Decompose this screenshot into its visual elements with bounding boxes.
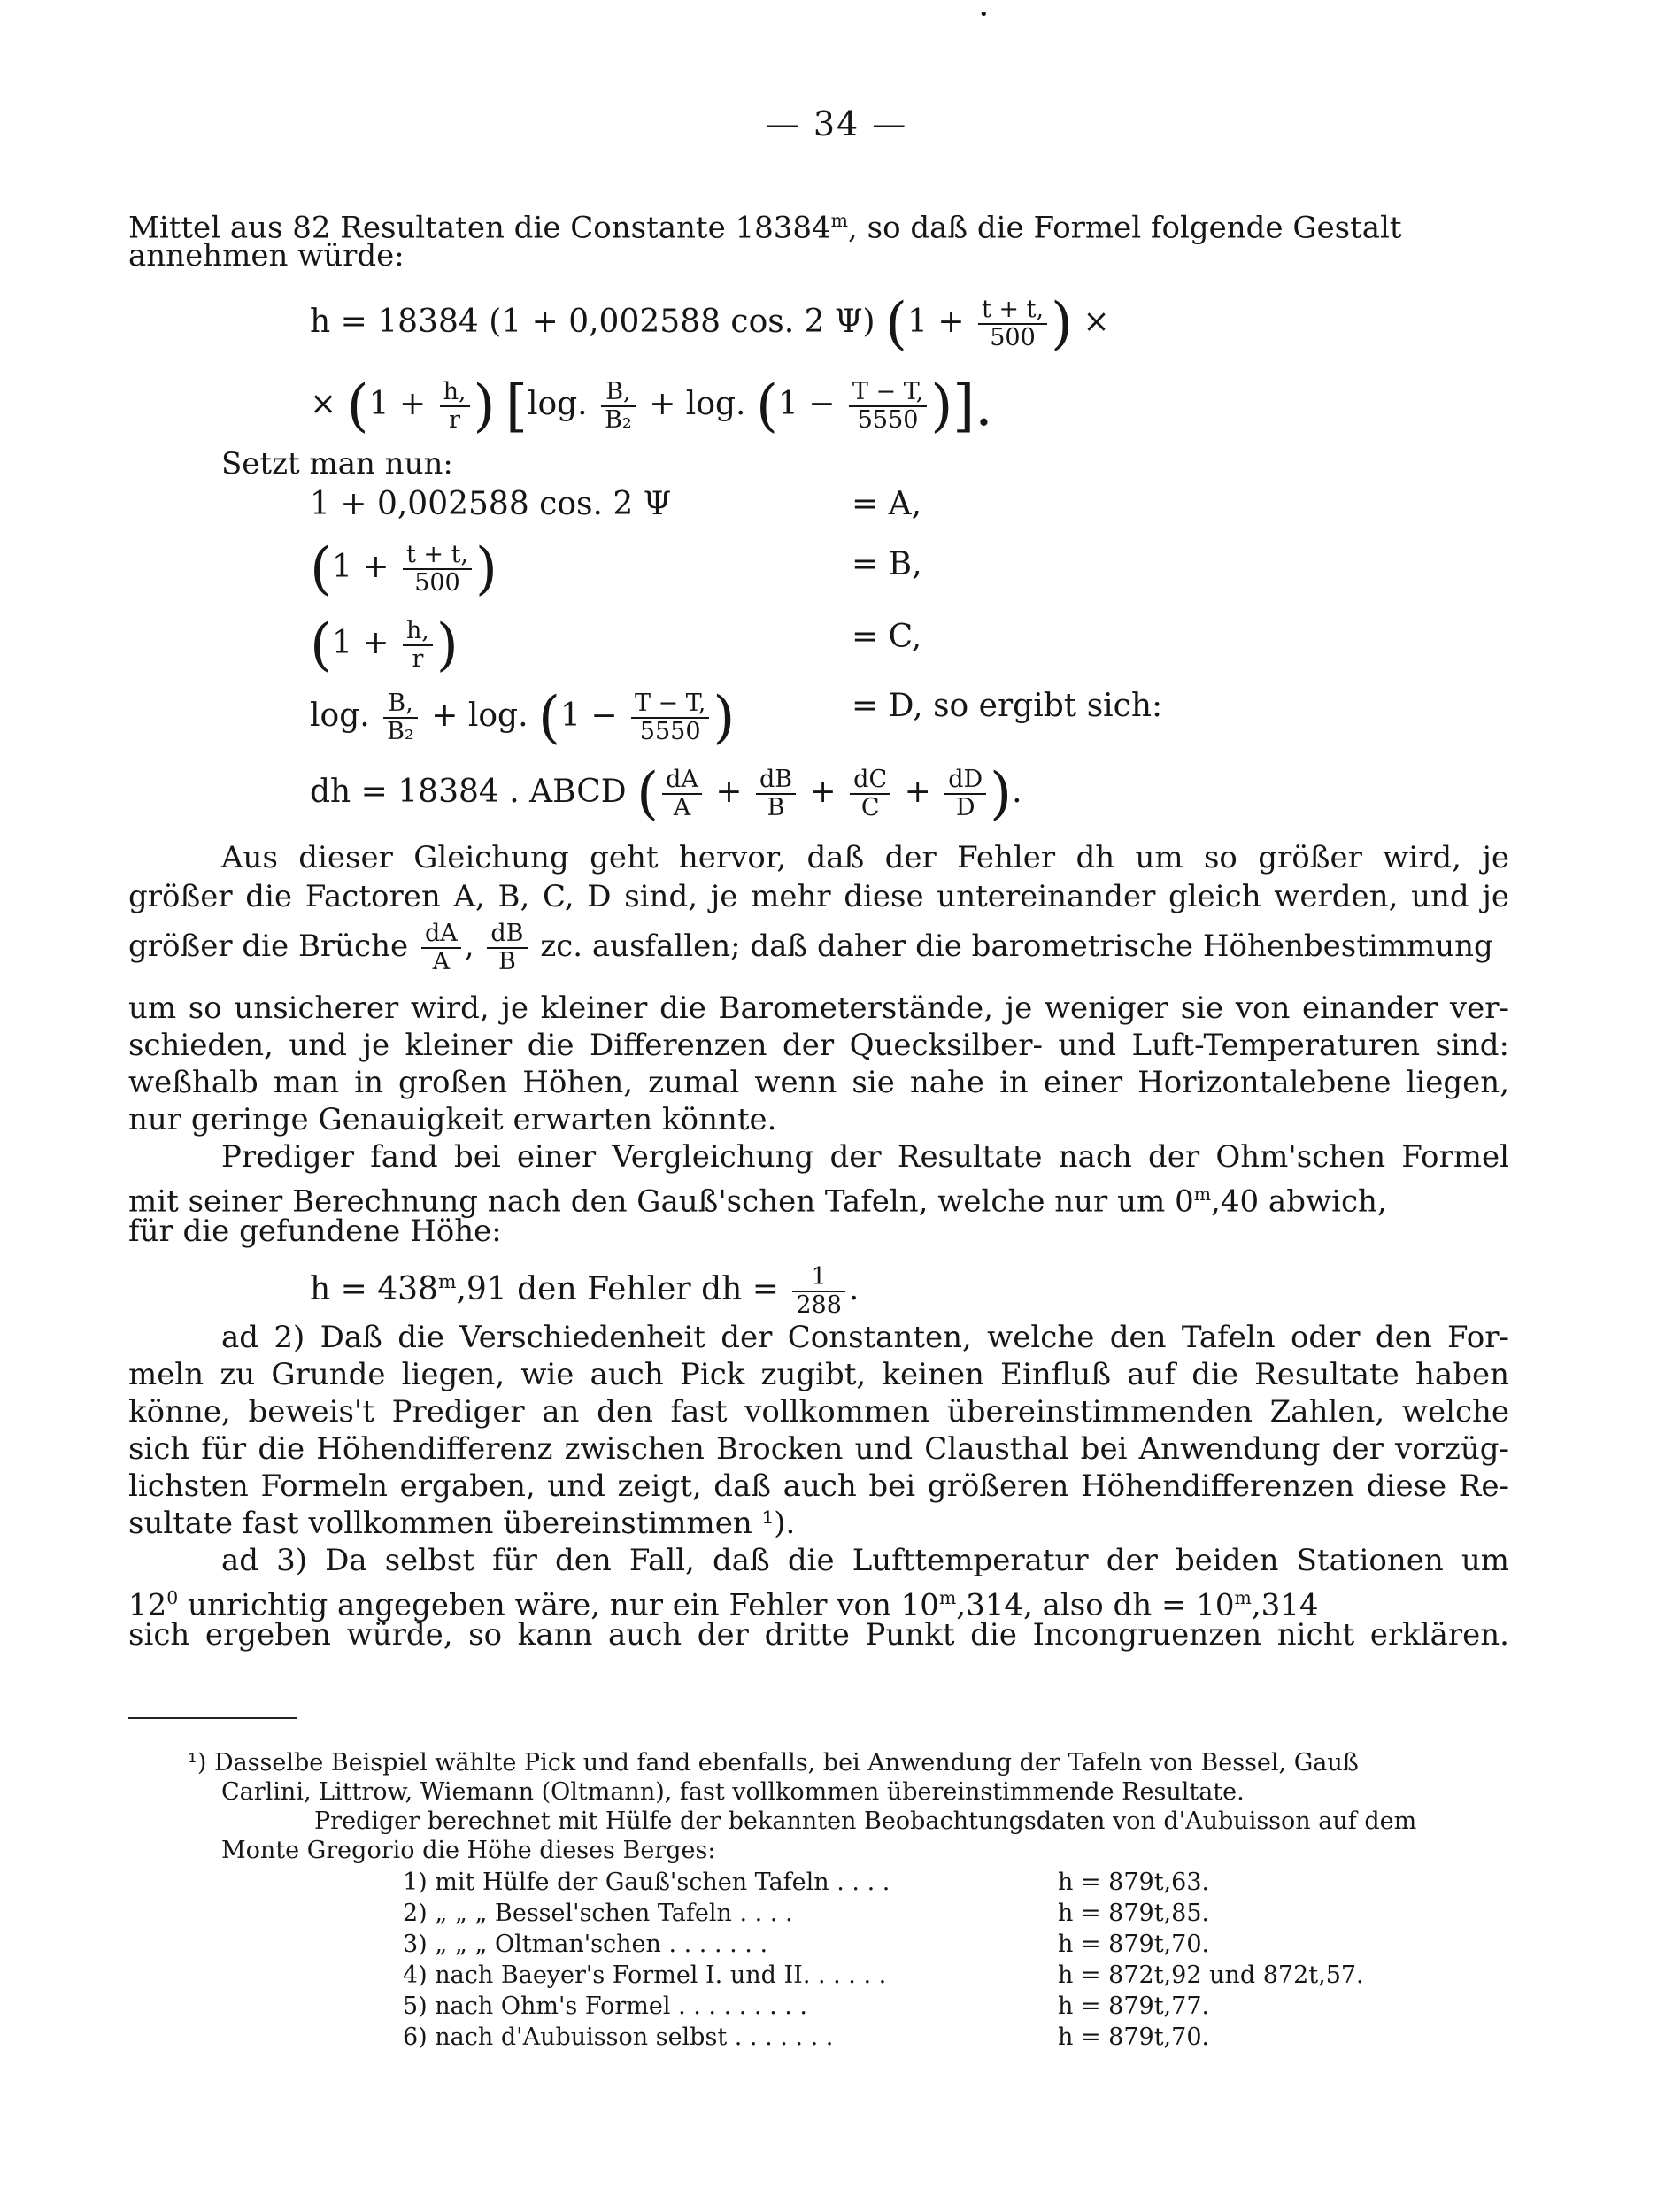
formula-part: log.: [527, 386, 588, 422]
fraction-numerator: t + t,: [403, 542, 472, 570]
row-value: h = 879t,70.: [1058, 1931, 1210, 1958]
para3-line-6: sultate fast vollkommen übereinstimmen ¹).: [128, 1506, 796, 1541]
fraction-numerator: h,: [403, 618, 433, 646]
fraction-numerator: T − T,: [631, 690, 709, 719]
fraction: [978, 297, 1047, 351]
fraction-denominator: B: [498, 948, 516, 975]
text-part: ,: [464, 929, 474, 964]
text-part: mit seiner Berechnung nach den Gauß'schen Tafeln, welche nur um 0: [128, 1183, 1194, 1220]
def-b-rhs: = B,: [852, 546, 922, 582]
row-value: h = 879t,77.: [1058, 1992, 1210, 2020]
formula-part: + log.: [431, 698, 528, 734]
fraction-denominator: 500: [990, 324, 1036, 351]
formula-part: dh = 18384 . ABCD: [310, 774, 627, 810]
fraction-denominator: 5550: [639, 718, 701, 745]
fraction-denominator: r: [449, 406, 461, 434]
paren-open: (: [538, 685, 560, 751]
formula-part: 1 +: [907, 304, 965, 340]
fraction-numerator: B,: [383, 690, 418, 719]
paren-open: (: [310, 613, 332, 678]
def-c: [310, 613, 459, 678]
plus-sign: +: [904, 774, 931, 810]
fraction: [383, 690, 418, 745]
para1-line-6: weßhalb man in großen Höhen, zumal wenn sie nahe in einer Horizontalebene liegen,: [128, 1065, 1509, 1100]
paren-close: ): [436, 613, 459, 678]
fraction-denominator: 5550: [857, 406, 919, 434]
fraction-numerator: t + t,: [978, 297, 1047, 325]
formula-part: 1 +: [331, 625, 389, 661]
fraction-denominator: A: [673, 794, 691, 821]
row-label: 2) „ „ „ Bessel'schen Tafeln . . . .: [403, 1900, 793, 1927]
para2-formula: [310, 1264, 859, 1319]
paren-close: ): [1051, 291, 1074, 357]
def-b: [310, 536, 497, 602]
fraction-numerator: dA: [662, 767, 702, 795]
fraction: [403, 542, 472, 597]
fraction: [403, 618, 433, 673]
fraction: [850, 767, 890, 821]
fraction-denominator: A: [432, 948, 451, 975]
row-label: 1) mit Hülfe der Gauß'schen Tafeln . . . .: [403, 1869, 890, 1896]
para4-line-1: ad 3) Da selbst für den Fall, daß die Lufttemperatur der beiden Stationen um: [221, 1543, 1509, 1578]
footnote-row: [403, 1930, 1209, 1959]
fraction: [944, 767, 986, 821]
def-d-rhs: = D, so ergibt sich:: [852, 688, 1163, 724]
plus-sign: +: [809, 774, 836, 810]
para3-line-5: lichsten Formeln ergaben, und zeigt, daß auch bei größeren Höhendifferenzen diese Re-: [128, 1468, 1509, 1504]
paren-open: (: [636, 761, 659, 827]
row-label: 4) nach Baeyer's Formel I. und II. . . . . .: [403, 1962, 887, 1989]
para3-line-2: meln zu Grunde liegen, wie auch Pick zugibt, keinen Einfluß auf die Resultate haben: [128, 1357, 1509, 1392]
intro-text-a: Mittel aus 82 Resultaten die Constante 18384: [128, 210, 831, 246]
formula-part: 1 −: [559, 698, 618, 734]
footnote-row: [403, 1992, 1209, 2021]
fraction: [662, 767, 702, 821]
formula-part: 1 +: [368, 386, 427, 422]
fraction-denominator: 288: [796, 1291, 842, 1319]
fraction: [792, 1264, 845, 1319]
row-value: h = 872t,92 und 872t,57.: [1058, 1962, 1364, 1989]
fraction-numerator: dC: [850, 767, 890, 795]
text-part: ,40 abwich,: [1211, 1183, 1387, 1220]
sup: m: [1234, 1587, 1252, 1608]
intro-line-2: annehmen würde:: [128, 238, 405, 274]
para2-line-1: Prediger fand bei einer Vergleichung der Resultate nach der Ohm'schen Formel: [221, 1139, 1509, 1175]
footnote-line-4: Monte Gregorio die Höhe dieses Berges:: [221, 1837, 716, 1864]
fraction-numerator: dA: [421, 921, 461, 949]
fraction-numerator: T − T,: [849, 379, 927, 407]
para4-line-3: sich ergeben würde, so kann auch der dritte Punkt die Incongruenzen nicht erklären.: [128, 1617, 1509, 1653]
fraction: [756, 767, 796, 821]
footnote-row: [403, 1868, 1209, 1897]
bracket-open: [: [505, 374, 528, 439]
formula-part: h = 438: [310, 1271, 438, 1307]
footnote-row: [403, 2023, 1209, 2052]
def-a-lhs: 1 + 0,002588 cos. 2 Ψ: [310, 486, 672, 522]
intro-text-b: , so daß die Formel folgende Gestalt: [848, 210, 1402, 246]
row-value: h = 879t,63.: [1058, 1869, 1210, 1896]
formula-part: 1 +: [331, 549, 389, 585]
formula-main-line-1: [310, 291, 1110, 357]
para3-line-4: sich für die Höhendifferenz zwischen Brocken und Clausthal bei Anwendung der vorzüg-: [128, 1431, 1509, 1467]
times-sign: ×: [310, 386, 337, 422]
para1-line-3: [128, 921, 1509, 975]
para1-line-7: nur geringe Genauigkeit erwarten könnte.: [128, 1102, 777, 1137]
footnote-row: [403, 1899, 1209, 1928]
def-c-rhs: = C,: [852, 619, 922, 655]
sup: m: [1193, 1183, 1212, 1205]
intro-sup: m: [830, 210, 848, 231]
fraction-denominator: B₂: [605, 406, 632, 434]
setzt-line: Setzt man nun:: [221, 446, 453, 482]
top-mark: •: [979, 5, 989, 24]
paren-open: (: [310, 536, 332, 602]
footnote-rule: [128, 1717, 297, 1719]
fraction-denominator: r: [412, 645, 424, 673]
text-part: 12: [128, 1587, 167, 1623]
def-a: [310, 487, 671, 522]
def-d: [310, 685, 736, 751]
fraction-numerator: dB: [756, 767, 796, 795]
fraction: [601, 379, 636, 434]
text-part: ,314: [1251, 1587, 1319, 1623]
paren-open: (: [885, 291, 907, 357]
para3-line-3: könne, beweis't Prediger an den fast vollkommen übereinstimmenden Zahlen, welche: [128, 1394, 1509, 1430]
sup: m: [938, 1587, 957, 1608]
paren-close: ): [930, 374, 953, 439]
fraction: [421, 921, 461, 975]
footnote-line-1: ¹) Dasselbe Beispiel wählte Pick und fand ebenfalls, bei Anwendung der Tafeln von Bessel, Gauß: [188, 1749, 1359, 1777]
para2-line-3: für die gefundene Höhe:: [128, 1214, 502, 1249]
times-sign: ×: [1083, 304, 1110, 340]
page-number: — 34 —: [765, 104, 908, 143]
footnote-line-3: Prediger berechnet mit Hülfe der bekannten Beobachtungsdaten von d'Aubuisson auf dem: [314, 1807, 1417, 1835]
formula-part: ,91 den Fehler dh =: [456, 1271, 779, 1307]
fraction-denominator: C: [860, 794, 880, 821]
text-part: zc. ausfallen; daß daher die barometrische Höhenbestimmung: [540, 929, 1493, 964]
formula-part: .: [1012, 774, 1022, 810]
sup: 0: [166, 1587, 179, 1608]
fraction: [440, 379, 470, 434]
fraction-numerator: h,: [440, 379, 470, 407]
text-part: unrichtig angegeben wäre, nur ein Fehler von 10: [178, 1587, 939, 1623]
fraction: [487, 921, 527, 975]
row-label: 3) „ „ „ Oltman'schen . . . . . . .: [403, 1931, 768, 1958]
paren-open: (: [346, 374, 369, 439]
text-part: ,314, also dh = 10: [956, 1587, 1235, 1623]
formula-main-line-2: [310, 374, 993, 439]
fraction: [849, 379, 927, 434]
bracket-close: ].: [952, 374, 993, 439]
fraction-numerator: B,: [601, 379, 636, 407]
text-part: größer die Brüche: [128, 929, 409, 964]
para1-line-5: schieden, und je kleiner die Differenzen der Quecksilber- und Luft-Temperaturen sind:: [128, 1028, 1509, 1063]
row-value: h = 879t,70.: [1058, 2023, 1210, 2051]
para1-line-1: Aus dieser Gleichung geht hervor, daß der Fehler dh um so größer wird, je: [221, 840, 1509, 875]
footnote-line-2: Carlini, Littrow, Wiemann (Oltmann), fast vollkommen übereinstimmende Resultate.: [221, 1778, 1245, 1806]
fraction-numerator: dD: [944, 767, 986, 795]
paren-close: ): [990, 761, 1013, 827]
plus-sign: +: [715, 774, 743, 810]
footnote-row: [403, 1961, 1364, 1990]
sup: m: [437, 1271, 457, 1293]
fraction-denominator: B₂: [387, 718, 414, 745]
row-label: 5) nach Ohm's Formel . . . . . . . . .: [403, 1992, 807, 2020]
fraction-denominator: D: [955, 794, 975, 821]
formula-part: log.: [310, 698, 370, 734]
fraction: [631, 690, 709, 745]
formula-part: .: [848, 1271, 860, 1307]
dh-formula: [310, 761, 1022, 827]
fraction-denominator: B: [767, 794, 785, 821]
formula-part: 1 −: [777, 386, 836, 422]
fraction-numerator: 1: [792, 1264, 845, 1292]
formula-part: h = 18384 (1 + 0,002588 cos. 2 Ψ): [310, 304, 875, 340]
paren-open: (: [755, 374, 778, 439]
para1-line-2: größer die Factoren A, B, C, D sind, je mehr diese untereinander gleich werden, und je: [128, 879, 1509, 914]
fraction-numerator: dB: [487, 921, 527, 949]
para3-line-1: ad 2) Daß die Verschiedenheit der Constanten, welche den Tafeln oder den For-: [221, 1320, 1509, 1355]
fraction-denominator: 500: [414, 569, 460, 597]
paren-close: ): [475, 536, 497, 602]
paren-close: ): [713, 685, 736, 751]
paren-close: ): [473, 374, 496, 439]
def-a-rhs: = A,: [852, 486, 922, 522]
para1-line-4: um so unsicherer wird, je kleiner die Barometerstände, je weniger sie von einander ver-: [128, 990, 1509, 1026]
row-value: h = 879t,85.: [1058, 1900, 1210, 1927]
formula-part: + log.: [649, 386, 746, 422]
row-label: 6) nach d'Aubuisson selbst . . . . . . .: [403, 2023, 834, 2051]
